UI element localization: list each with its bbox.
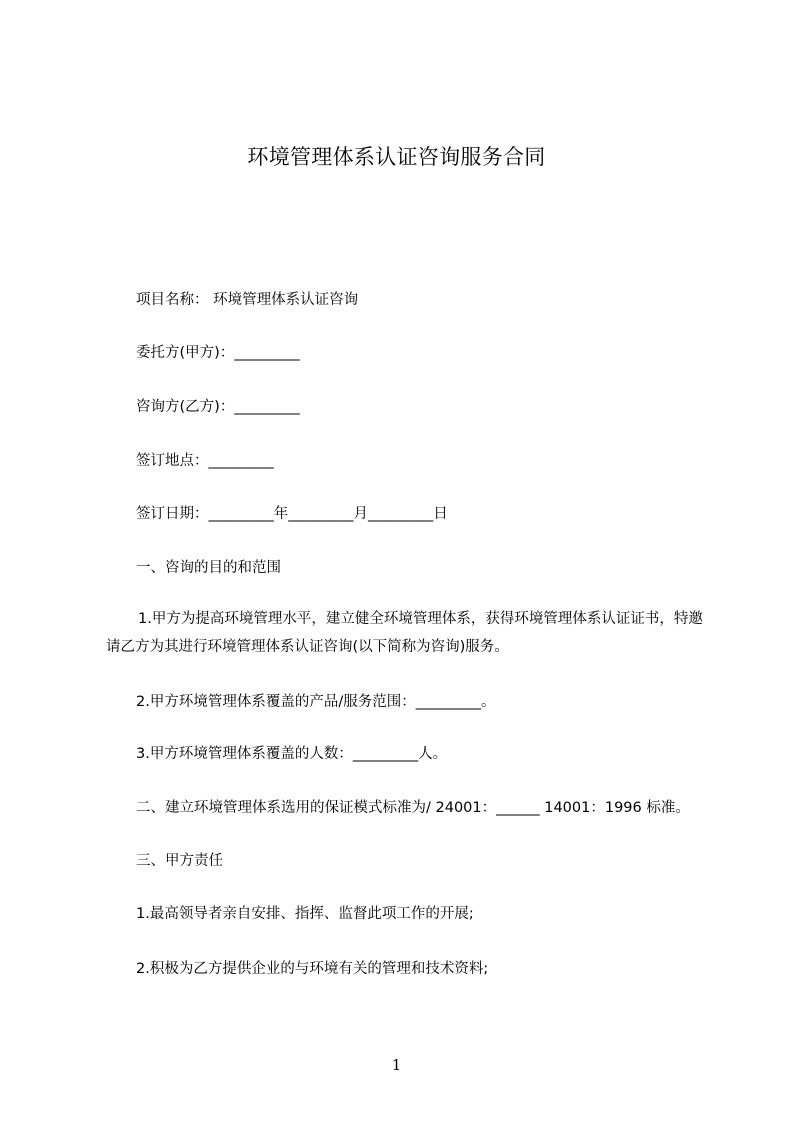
- section-1-paragraph-2: 2.甲方环境管理体系覆盖的产品/服务范围：_________。: [136, 694, 496, 710]
- signing-place-line: 签订地点：_________: [136, 453, 274, 469]
- project-name-line: 项目名称： 环境管理体系认证咨询: [136, 292, 359, 308]
- page-number: 1: [391, 1056, 402, 1074]
- section-3-paragraph-1: 1.最高领导者亲自安排、指挥、监督此项工作的开展;: [136, 906, 474, 922]
- section-2-heading: 二、建立环境管理体系选用的保证模式标准为/ 24001：______ 14001：1996 标准。: [136, 800, 690, 816]
- signing-date-line: 签订日期：_________年_________月_________日: [136, 506, 448, 522]
- section-3-heading: 三、甲方责任: [136, 853, 223, 869]
- section-1-paragraph-3: 3.甲方环境管理体系覆盖的人数：_________人。: [136, 746, 448, 762]
- section-3-paragraph-2: 2.积极为乙方提供企业的与环境有关的管理和技术资料;: [136, 961, 489, 977]
- section-1-paragraph-1: 1.甲方为提高环境管理水平，建立健全环境管理体系，获得环境管理体系认证证书，特邀请乙方为其进行环境管理体系认证咨询(以下简称为咨询)服务。: [106, 611, 703, 655]
- section-1-heading: 一、咨询的目的和范围: [136, 560, 281, 576]
- consultant-line: 咨询方(乙方)：_________: [136, 399, 300, 415]
- document-title: 环境管理体系认证咨询服务合同: [247, 145, 546, 169]
- client-line: 委托方(甲方)：_________: [136, 345, 300, 361]
